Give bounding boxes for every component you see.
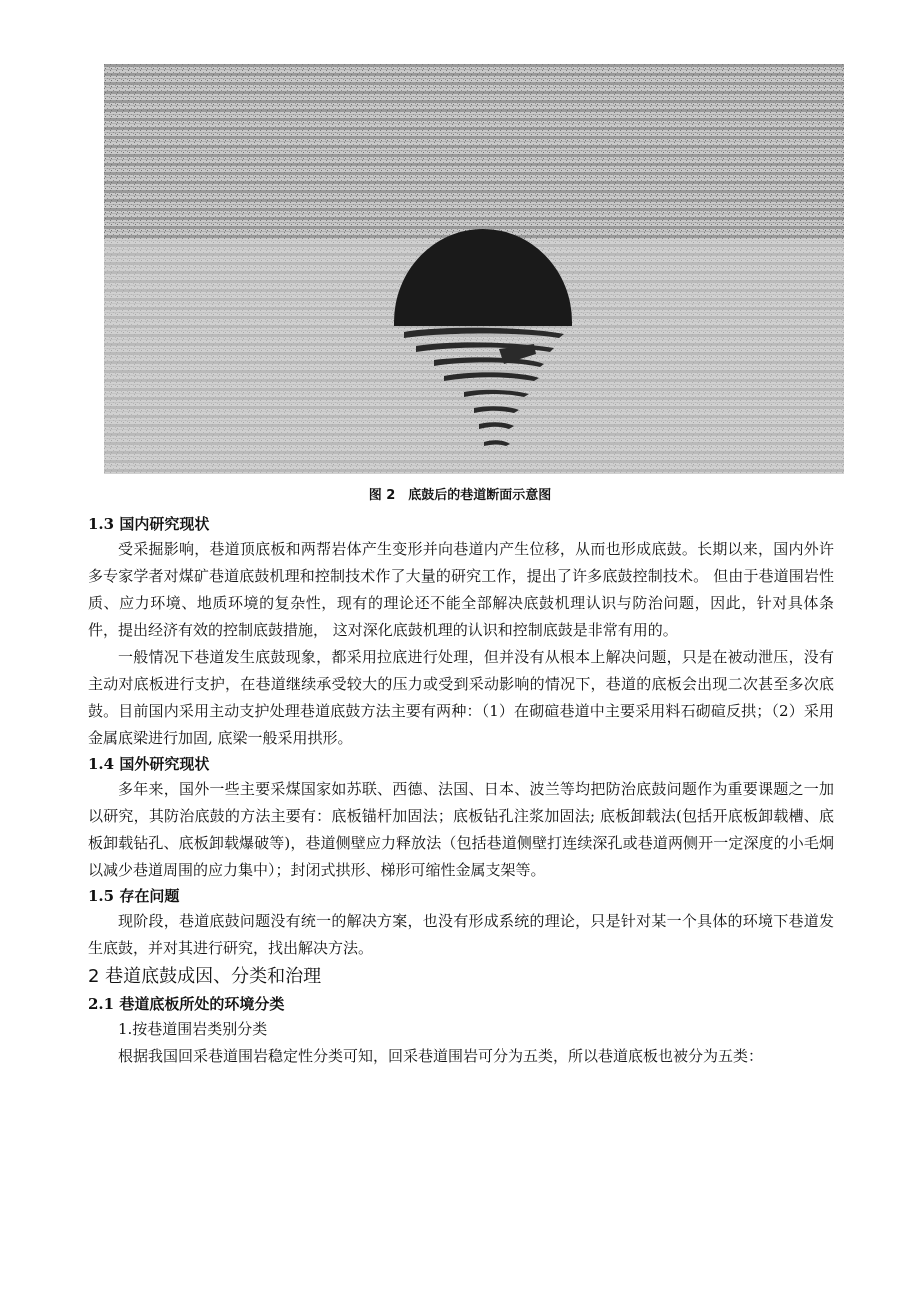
figure-caption: 图 2 底鼓后的巷道断面示意图	[368, 488, 552, 503]
tunnel-section-image	[104, 64, 844, 474]
heading-2-1: 2.1 巷道底板所处的环境分类	[88, 995, 285, 1013]
heading-2: 2 巷道底鼓成因、分类和治理	[88, 966, 322, 987]
paragraph: 多年来，国外一些主要采煤国家如苏联、西德、法国、日本、波兰等均把防治底鼓问题作为重要课题之一加以研究，其防治底鼓的方法主要有：底板锚杆加固法；底板钻孔注浆加固法; 底板卸载法(包括开底板卸载槽、底板卸载钻孔、底板卸载爆破等)，巷道侧壁应力释放法（包括巷道侧壁打连续深孔或巷道两侧开一定深度的小毛炯以减少巷道周围的应力集中）；封闭式拱形、梯形可缩性金属支架等。	[88, 780, 834, 879]
list-item: 1.按巷道围岩类别分类	[118, 1020, 268, 1038]
heading-1-5: 1.5 存在问题	[88, 887, 180, 905]
document-body	[88, 512, 834, 1070]
paragraph: 一般情况下巷道发生底鼓现象，都采用拉底进行处理，但并没有从根本上解决问题，只是在被动泄压，没有主动对底板进行支护，在巷道继续承受较大的压力或受到采动影响的情况下，巷道的底板会出现二次甚至多次底鼓。目前国内采用主动支护处理巷道底鼓方法主要有两种：（1）在砌碹巷道中主要采用料石砌碹反拱；（2）采用金属底梁进行加固, 底梁一般采用拱形。	[88, 648, 834, 747]
paragraph: 根据我国回采巷道围岩稳定性分类可知，回采巷道围岩可分为五类，所以巷道底板也被分为五类：	[118, 1047, 764, 1065]
paragraph: 受采掘影响，巷道顶底板和两帮岩体产生变形并向巷道内产生位移，从而也形成底鼓。长期以来，国内外许多专家学者对煤矿巷道底鼓机理和控制技术作了大量的研究工作，提出了许多底鼓控制技术。 但由于巷道围岩性质、应力环境、地质环境的复杂性，现有的理论还不能全部解决底鼓机理认识与防治问题，因此，针对具体条件，提出经济有效的控制底鼓措施， 这对深化底鼓机理的认识和控制底鼓是非常有用的。	[88, 540, 834, 639]
paragraph: 现阶段，巷道底鼓问题没有统一的解决方案，也没有形成系统的理论，只是针对某一个具体的环境下巷道发生底鼓，并对其进行研究，找出解决方法。	[88, 912, 834, 957]
heading-1-3: 1.3 国内研究现状	[88, 515, 210, 533]
tunnel-section-figure	[104, 64, 844, 474]
heading-1-4: 1.4 国外研究现状	[88, 755, 210, 773]
